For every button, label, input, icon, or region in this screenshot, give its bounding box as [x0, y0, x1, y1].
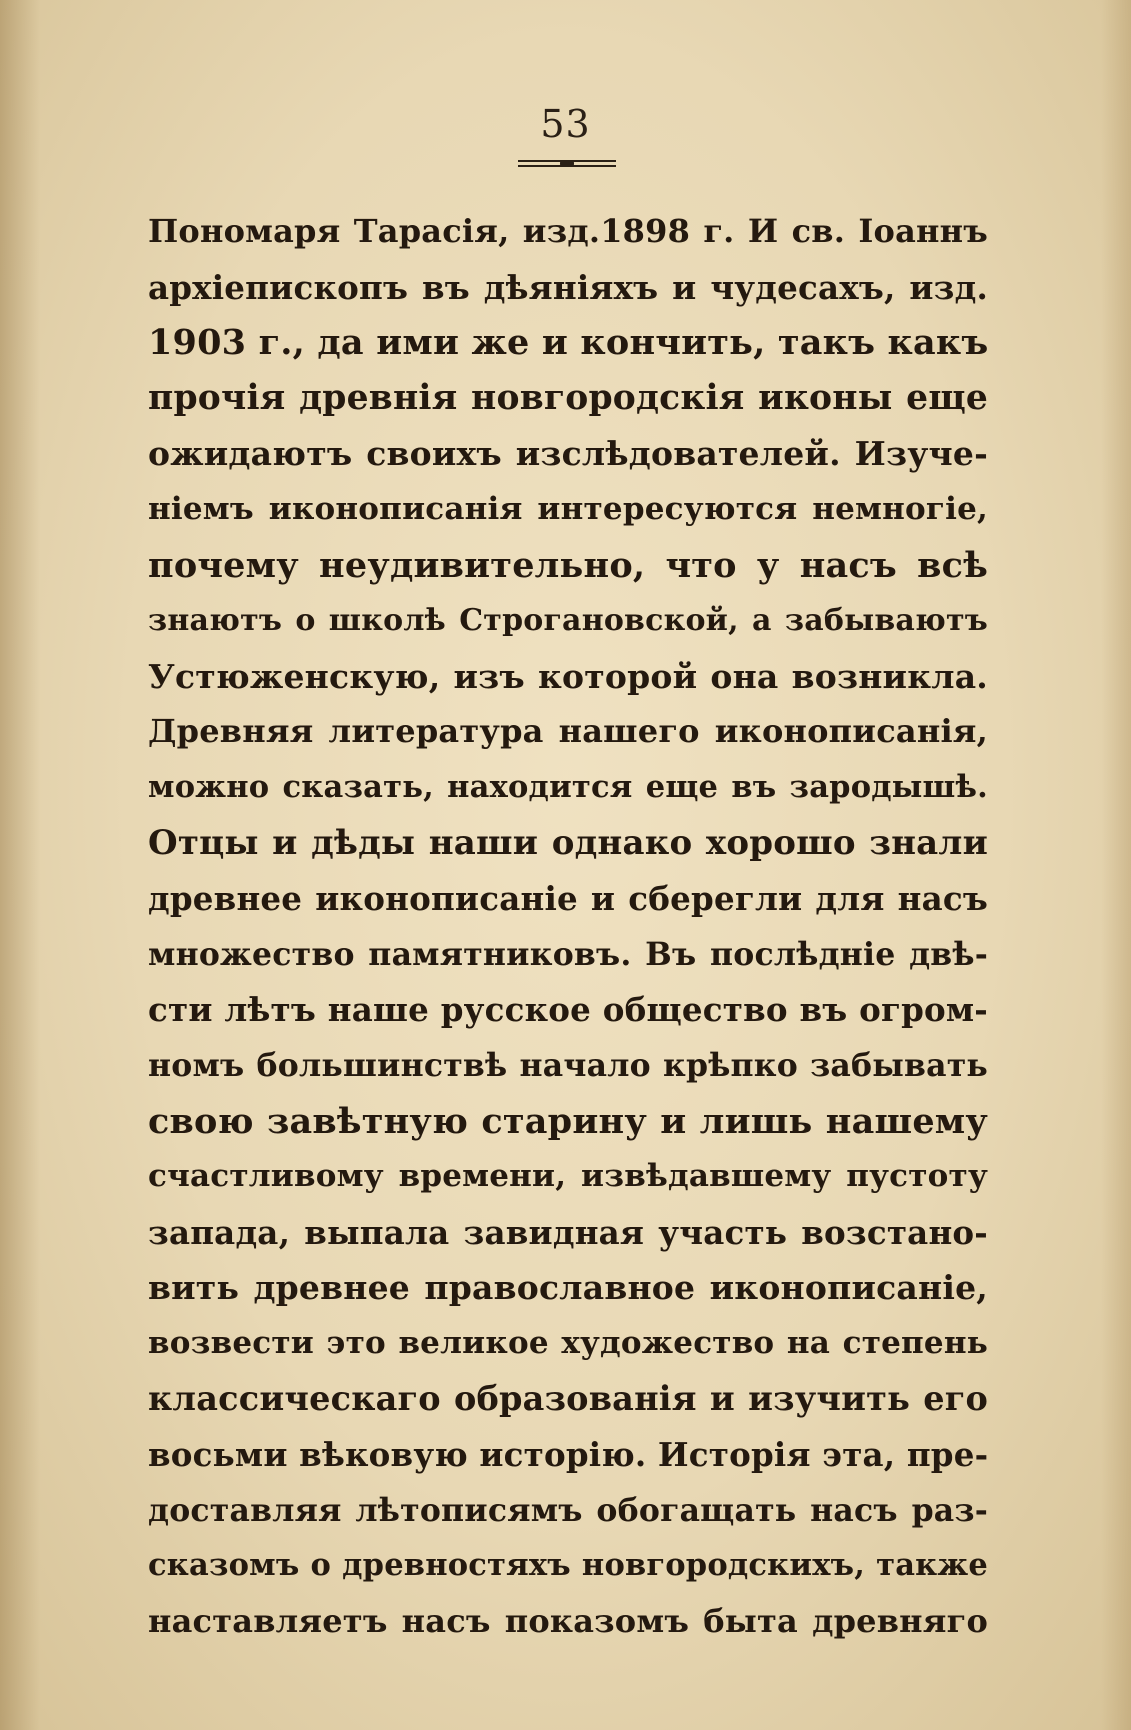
text-line: Отцы и дѣды наши однако хорошо знали [148, 822, 988, 863]
text-line: наставляетъ насъ показомъ быта древняго [148, 1601, 988, 1640]
text-line: счастливому времени, извѣдавшему пустоту [148, 1158, 988, 1195]
text-line: почему неудивительно, что у насъ всѣ [148, 544, 988, 586]
text-line: Пономаря Тарасія, изд.1898 г. И св. Іоаннъ [148, 212, 988, 250]
text-line: ніемъ иконописанія интересуются немногіе, [148, 490, 988, 527]
text-line: сказомъ о древностяхъ новгородскихъ, также [148, 1547, 988, 1584]
text-line: 1903 г., да ими же и кончить, такъ какъ [148, 322, 988, 364]
text-line: свою завѣтную старину и лишь нашему [148, 1100, 988, 1142]
text-line: ожидаютъ своихъ изслѣдователей. Изуче- [148, 434, 988, 474]
text-line: древнее иконописаніе и сберегли для насъ [148, 879, 988, 919]
text-line: восьми вѣковую исторію. Исторія эта, пре- [148, 1435, 988, 1475]
text-line: Древняя литература нашего иконописанія, [148, 712, 988, 751]
text-line: множество памятниковъ. Въ послѣдніе двѣ- [148, 935, 988, 973]
body-text [148, 204, 988, 1649]
text-line: доставляя лѣтописямъ обогащать насъ раз- [148, 1491, 988, 1529]
text-line: знаютъ о школѣ Строгановской, а забываютъ [148, 603, 988, 639]
page-number: 53 [540, 102, 591, 146]
text-line: запада, выпала завидная участь возстано- [148, 1212, 988, 1252]
text-line: можно сказать, находится еще въ зародышѣ. [148, 768, 988, 805]
text-line: номъ большинствѣ начало крѣпко забывать [148, 1046, 988, 1084]
text-line: возвести это великое художество на степень [148, 1324, 988, 1361]
text-line: вить древнее православное иконописаніе, [148, 1268, 988, 1308]
text-line: сти лѣтъ наше русское общество въ огром- [148, 990, 988, 1030]
text-line: Устюженскую, изъ которой она возникла. [148, 656, 988, 696]
text-line: архіепископъ въ дѣяніяхъ и чудесахъ, изд. [148, 267, 988, 307]
text-line: классическаго образованія и изучить его [148, 1379, 988, 1419]
text-line: прочія древнія новгородскія иконы еще [148, 377, 988, 418]
page-number-rule [518, 160, 616, 168]
